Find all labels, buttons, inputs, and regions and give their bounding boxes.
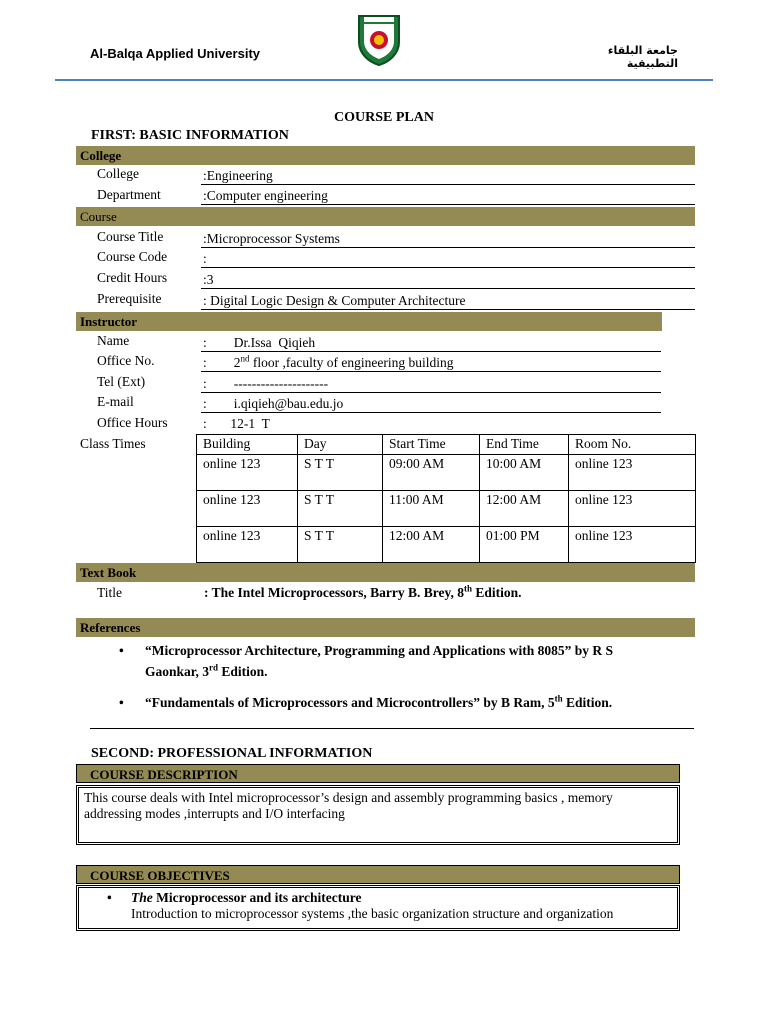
department-label: Department xyxy=(97,187,161,202)
cell-room-no: online 123 xyxy=(569,527,696,563)
college-label: College xyxy=(97,166,139,181)
textbook-bar: Text Book xyxy=(76,563,695,582)
email-value: : i.qiqieh@bau.edu.jo xyxy=(201,394,661,413)
office-hours-label: Office Hours xyxy=(97,415,168,430)
course-description-bar: COURSE DESCRIPTION xyxy=(76,764,680,783)
university-logo-icon xyxy=(355,12,403,66)
cell-end-time: 01:00 PM xyxy=(480,527,569,563)
cell-end-time: 10:00 AM xyxy=(480,455,569,491)
cell-building: online 123 xyxy=(197,491,298,527)
department-value: :Computer engineering xyxy=(201,186,695,205)
cell-room-no: online 123 xyxy=(569,491,696,527)
table-header-row xyxy=(197,435,696,455)
section-divider xyxy=(90,728,694,729)
cell-building: online 123 xyxy=(197,455,298,491)
credit-hours-label: Credit Hours xyxy=(97,270,168,285)
cell-day: S T T xyxy=(298,491,383,527)
instructor-bar: Instructor xyxy=(76,312,662,331)
cell-start-time: 11:00 AM xyxy=(383,491,480,527)
cell-end-time: 12:00 AM xyxy=(480,491,569,527)
course-objectives-bar: COURSE OBJECTIVES xyxy=(76,865,680,884)
college-value: :Engineering xyxy=(201,166,695,185)
header-divider xyxy=(55,79,713,81)
name-label: Name xyxy=(97,333,130,348)
first-section-title: FIRST: BASIC INFORMATION xyxy=(91,128,289,143)
course-code-label: Course Code xyxy=(97,249,168,264)
header-room-no: Room No. xyxy=(569,435,696,455)
email-label: E-mail xyxy=(97,394,134,409)
office-hours-value: : 12-1 T xyxy=(203,416,270,431)
prerequisite-value: : Digital Logic Design & Computer Architecture xyxy=(201,291,695,310)
second-section-title: SECOND: PROFESSIONAL INFORMATION xyxy=(91,746,373,761)
tel-label: Tel (Ext) xyxy=(97,374,146,389)
course-bar: Course xyxy=(76,207,695,226)
textbook-title-value: : The Intel Microprocessors, Barry B. Brey, 8th Edition. xyxy=(204,583,522,600)
credit-hours-value: :3 xyxy=(201,270,695,289)
course-description-box: This course deals with Intel microprocessor’s design and assembly programming basics , memory addressing modes ,interrupts and I/O interfacing xyxy=(76,785,680,845)
textbook-title-label: Title xyxy=(97,585,123,600)
objective-text: Introduction to microprocessor systems ,the basic organization structure and organization xyxy=(131,906,614,921)
course-title-label: Course Title xyxy=(97,229,164,244)
office-no-value: : 2nd floor ,faculty of engineering building xyxy=(201,353,661,372)
table-row xyxy=(197,527,696,563)
course-objectives-box xyxy=(76,885,680,931)
header-start-time: Start Time xyxy=(383,435,480,455)
cell-day: S T T xyxy=(298,527,383,563)
header-day: Day xyxy=(298,435,383,455)
prerequisite-label: Prerequisite xyxy=(97,291,162,306)
bullet-icon: • xyxy=(107,890,112,905)
cell-day: S T T xyxy=(298,455,383,491)
header-building: Building xyxy=(197,435,298,455)
cell-room-no: online 123 xyxy=(569,455,696,491)
cell-building: online 123 xyxy=(197,527,298,563)
name-value: : Dr.Issa Qiqieh xyxy=(201,333,661,352)
cell-start-time: 12:00 AM xyxy=(383,527,480,563)
cell-start-time: 09:00 AM xyxy=(383,455,480,491)
class-times-label: Class Times xyxy=(80,436,146,451)
page-title: COURSE PLAN xyxy=(334,110,434,125)
course-code-value: : xyxy=(201,249,695,268)
reference-item: • “Fundamentals of Microprocessors and Microcontrollers” by B Ram, 5th Edition. xyxy=(119,693,613,710)
objective-title: • The Microprocessor and its architecture xyxy=(107,890,362,905)
bullet-icon: • xyxy=(119,643,124,658)
office-no-label: Office No. xyxy=(97,353,155,368)
university-name-english: Al-Balqa Applied University xyxy=(90,46,260,61)
table-row xyxy=(197,455,696,491)
bullet-icon: • xyxy=(119,695,124,710)
header-end-time: End Time xyxy=(480,435,569,455)
class-times-table xyxy=(196,434,696,563)
reference-item: • “Microprocessor Architecture, Programming and Applications with 8085” by R S Gaonkar, 3rd Edition. xyxy=(145,640,685,682)
university-name-arabic: جامعة البلقاء التطبيقية xyxy=(607,44,678,70)
references-bar: References xyxy=(76,618,695,637)
college-bar: College xyxy=(76,146,695,165)
tel-value: : --------------------- xyxy=(201,374,661,393)
table-row xyxy=(197,491,696,527)
course-title-value: :Microprocessor Systems xyxy=(201,229,695,248)
